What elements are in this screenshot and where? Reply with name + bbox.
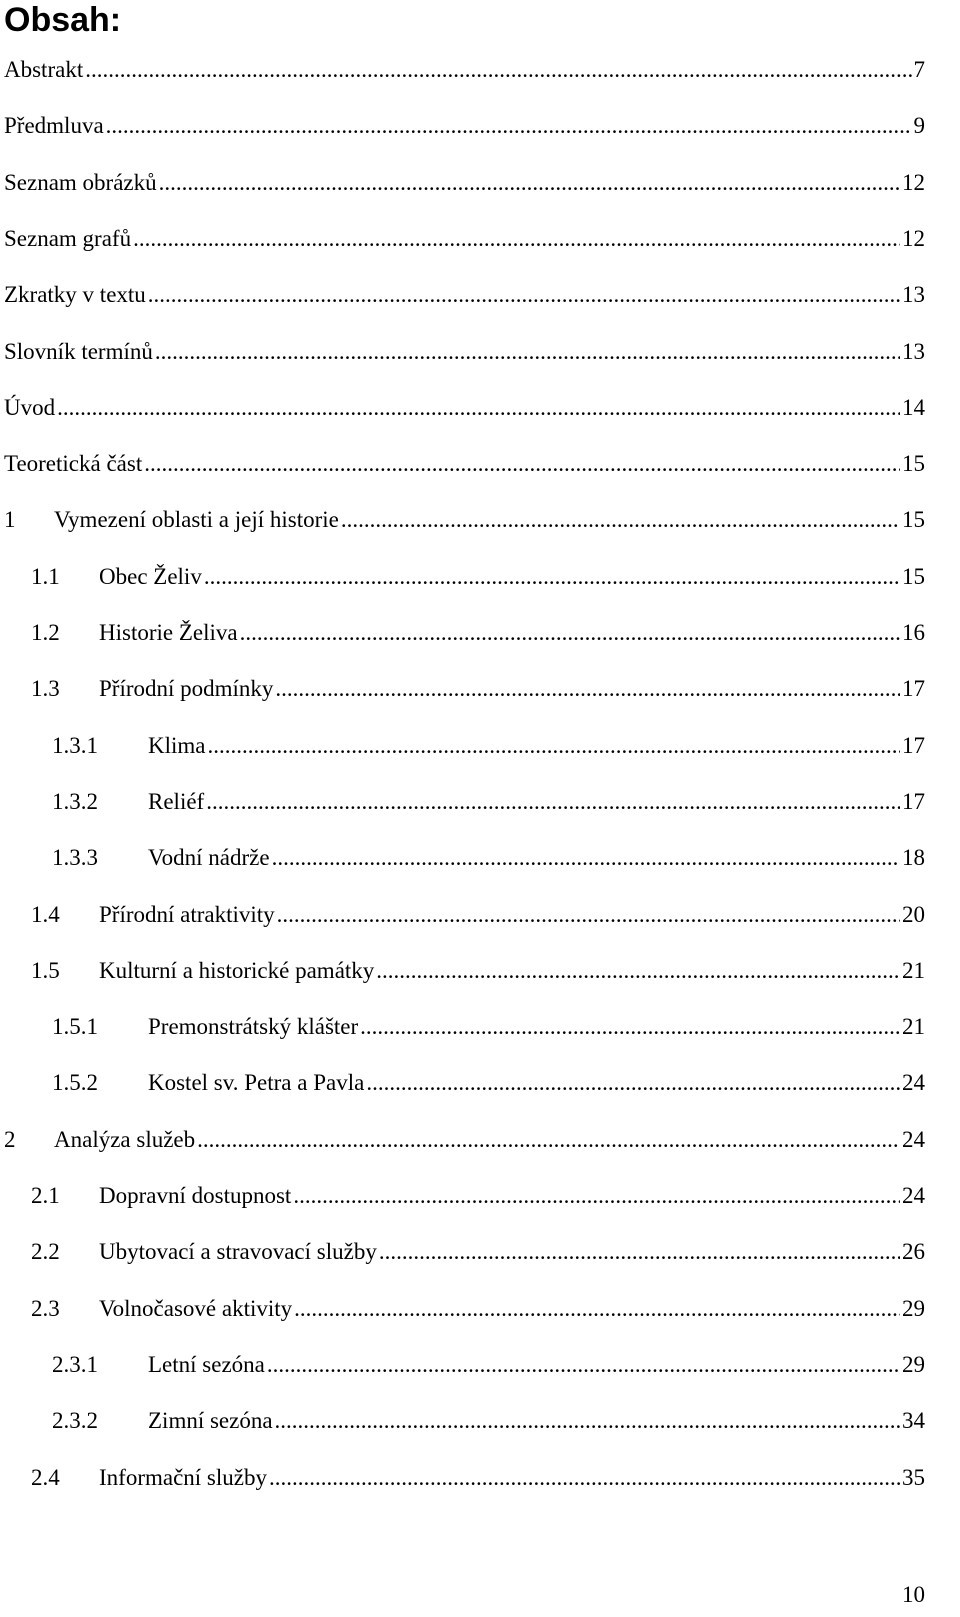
toc-entry-page: 26 (902, 1239, 925, 1265)
toc-entry-number: 2.3.1 (52, 1351, 98, 1377)
toc-entry-number: 1.3.2 (52, 788, 98, 814)
toc-entry-page: 9 (913, 113, 925, 139)
toc-entry[interactable] (0, 1012, 960, 1042)
dot-leader (204, 562, 900, 592)
toc-entry-number: 2.3 (31, 1295, 60, 1321)
toc-entry-number: 1.3 (31, 676, 60, 702)
dot-leader (277, 900, 900, 930)
toc-entry-label: Seznam grafů (4, 225, 132, 251)
toc-entry-page: 13 (902, 282, 925, 308)
page-title: Obsah: (4, 1, 122, 39)
toc-entry[interactable] (0, 1068, 960, 1098)
toc-entry[interactable] (0, 900, 960, 930)
toc-entry-page: 29 (902, 1295, 925, 1321)
toc-entry-page: 24 (902, 1183, 925, 1208)
dot-leader (57, 393, 900, 423)
toc-entry[interactable] (0, 224, 960, 254)
toc-entry-label: Kulturní a historické památky (99, 957, 375, 983)
toc-entry-label: Klima (148, 732, 206, 758)
dot-leader (275, 674, 900, 704)
dot-leader (155, 337, 900, 367)
toc-entry-page: 17 (902, 788, 925, 814)
dot-leader (133, 224, 900, 254)
dot-leader (240, 618, 900, 648)
toc-entry-page: 17 (902, 732, 925, 758)
toc-entry[interactable] (0, 843, 960, 873)
toc-entry-page: 35 (902, 1464, 925, 1490)
toc-entry-label: Teoretická část (4, 451, 143, 477)
toc-entry[interactable] (0, 618, 960, 648)
toc-entry-number: 2 (4, 1126, 16, 1152)
dot-leader (85, 55, 911, 85)
dot-leader (379, 1237, 900, 1267)
dot-leader (272, 843, 900, 873)
toc-entry-label: Abstrakt (4, 57, 84, 82)
dot-leader (376, 956, 900, 986)
toc-entry-label: Informační služby (99, 1464, 267, 1490)
toc-entry-page: 14 (902, 394, 925, 420)
toc-entry[interactable] (0, 674, 960, 704)
dot-leader (267, 1350, 900, 1380)
toc-entry-page: 7 (913, 57, 925, 82)
toc-entry-label: Vymezení oblasti a její historie (54, 507, 339, 533)
toc-entry-number: 1.3.3 (52, 845, 98, 871)
toc-entry[interactable] (0, 449, 960, 479)
toc-entry-number: 2.4 (31, 1464, 60, 1490)
toc-entry[interactable] (0, 55, 960, 85)
toc-entry-page: 17 (902, 676, 925, 702)
toc-entry[interactable] (0, 1125, 960, 1155)
toc-entry-label: Kostel sv. Petra a Pavla (148, 1070, 365, 1096)
toc-entry-label: Dopravní dostupnost (99, 1183, 292, 1208)
toc-entry-page: 34 (902, 1408, 925, 1434)
page-number: 10 (902, 1582, 925, 1607)
toc-entry[interactable] (0, 111, 960, 141)
toc-entry-number: 1.2 (31, 620, 60, 645)
toc-entry-page: 15 (902, 507, 925, 533)
dot-leader (269, 1463, 900, 1493)
toc-entry-page: 15 (902, 451, 925, 477)
toc-entry-label: Letní sezóna (148, 1351, 265, 1377)
toc-entry-page: 16 (902, 620, 925, 645)
toc-entry[interactable] (0, 1463, 960, 1493)
toc-entry-page: 20 (902, 901, 925, 927)
toc-entry[interactable] (0, 1294, 960, 1324)
dot-leader (208, 731, 901, 761)
toc-entry-label: Úvod (4, 394, 56, 420)
toc-entry-label: Přírodní podmínky (99, 676, 274, 702)
dot-leader (360, 1012, 900, 1042)
toc-entry-page: 12 (902, 225, 925, 251)
toc-entry-label: Seznam obrázků (4, 169, 157, 195)
toc-entry[interactable] (0, 1181, 960, 1211)
toc-entry-number: 1.5.2 (52, 1070, 98, 1096)
toc-entry-label: Analýza služeb (54, 1126, 196, 1152)
dot-leader (341, 505, 900, 535)
toc-entry-number: 1.4 (31, 901, 60, 927)
toc-entry[interactable] (0, 168, 960, 198)
dot-leader (206, 787, 900, 817)
dot-leader (293, 1181, 900, 1211)
dot-leader (275, 1406, 900, 1436)
toc-entry-number: 2.2 (31, 1239, 60, 1265)
toc-entry[interactable] (0, 562, 960, 592)
toc-entry-label: Obec Želiv (99, 563, 202, 589)
toc-entry-label: Volnočasové aktivity (99, 1295, 293, 1321)
dot-leader (197, 1125, 900, 1155)
toc-entry-number: 1.1 (31, 563, 60, 589)
toc-entry-label: Slovník termínů (4, 338, 153, 364)
toc-entry-page: 24 (902, 1126, 925, 1152)
toc-entry[interactable] (0, 731, 960, 761)
dot-leader (159, 168, 900, 198)
toc-entry[interactable] (0, 1406, 960, 1436)
toc-entry-label: Reliéf (148, 788, 205, 814)
toc-entry-label: Premonstrátský klášter (148, 1014, 359, 1040)
toc-entry-page: 29 (902, 1351, 925, 1377)
toc-entry[interactable] (0, 1237, 960, 1267)
toc-entry-number: 2.1 (31, 1183, 60, 1208)
toc-entry-number: 1.5.1 (52, 1014, 98, 1040)
dot-leader (106, 111, 912, 141)
toc-entry-page: 15 (902, 563, 925, 589)
toc-entry-page: 21 (902, 957, 925, 983)
toc-entry[interactable] (0, 956, 960, 986)
toc-entry-page: 12 (902, 169, 925, 195)
toc-entry-label: Historie Želiva (99, 620, 238, 645)
dot-leader (366, 1068, 900, 1098)
dot-leader (144, 449, 900, 479)
toc-entry-page: 18 (902, 845, 925, 871)
toc-entry-label: Předmluva (4, 113, 104, 139)
toc-entry-number: 2.3.2 (52, 1408, 98, 1434)
toc-entry-label: Zimní sezóna (148, 1408, 273, 1434)
toc-entry[interactable] (0, 787, 960, 817)
toc-entry[interactable] (0, 1350, 960, 1380)
dot-leader (148, 280, 900, 310)
toc-entry-label: Ubytovací a stravovací služby (99, 1239, 377, 1265)
toc-entry-label: Vodní nádrže (148, 845, 270, 871)
toc-entry[interactable] (0, 393, 960, 423)
toc-entry-page: 24 (902, 1070, 925, 1096)
toc-entry[interactable] (0, 280, 960, 310)
toc-entry-number: 1 (4, 507, 16, 533)
toc-entry-label: Zkratky v textu (4, 282, 146, 308)
dot-leader (294, 1294, 900, 1324)
toc-entry[interactable] (0, 505, 960, 535)
toc-entry-page: 21 (902, 1014, 925, 1040)
toc-entry-label: Přírodní atraktivity (99, 901, 275, 927)
toc-entry-number: 1.3.1 (52, 732, 98, 758)
toc-entry-number: 1.5 (31, 957, 60, 983)
toc-entry[interactable] (0, 337, 960, 367)
toc-entry-page: 13 (902, 338, 925, 364)
